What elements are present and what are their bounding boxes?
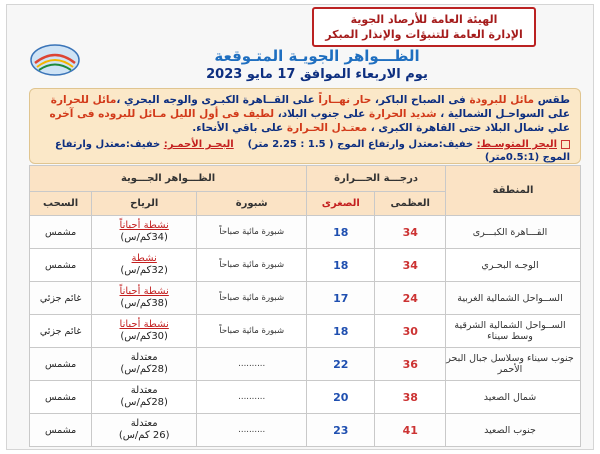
sea-text-red-sea: خفيف:معتدل وارتفاع الموج (0.5:1متر) <box>55 139 570 163</box>
fog-cell: .......... <box>197 414 307 447</box>
region-name: جنوب الصعيد <box>446 414 581 447</box>
wind-speed: (30كم/س) <box>120 331 168 342</box>
forecast-highlight: معتـدل الحـرارة <box>286 122 368 134</box>
region-name: الســواحل الشمالية الغربية <box>446 282 581 315</box>
region-name: القـــاهرة الكبـــرى <box>446 216 581 249</box>
sea-label-mediterranean: البحر المتوسـط: <box>476 139 557 150</box>
wind-cell <box>92 414 197 447</box>
wind-cell <box>92 282 197 315</box>
bulletin-page <box>6 4 594 450</box>
table-row <box>30 216 581 249</box>
table-row <box>30 414 581 447</box>
checkbox-icon <box>561 140 570 149</box>
header-min: الصغرى <box>307 192 375 216</box>
wind-desc: نشطة أحيانا <box>119 319 169 330</box>
table-row <box>30 249 581 282</box>
min-temp: 18 <box>307 249 375 282</box>
header-phenomena: الظـــواهر الجـــوية <box>30 166 307 192</box>
table-row <box>30 282 581 315</box>
wind-desc: نشطة <box>131 253 157 264</box>
wind-cell <box>92 216 197 249</box>
forecast-highlight: مائل للحرارة <box>50 94 117 106</box>
wind-desc: معتدلة <box>130 418 158 429</box>
wind-speed: (34كم/س) <box>120 232 168 243</box>
header-wind: الرياح <box>92 192 197 216</box>
wind-cell <box>92 315 197 348</box>
forecast-text: فى الصباح الباكر، <box>371 94 470 106</box>
wind-desc: نشطة أحياناً <box>119 286 169 297</box>
forecast-text: طقس <box>534 94 570 106</box>
wind-cell <box>92 381 197 414</box>
min-temp: 22 <box>307 348 375 381</box>
page-title: الظـــواهر الجويـة المتـوقعة <box>214 47 420 65</box>
fog-cell: شبورة مائية صباحاً <box>197 249 307 282</box>
header-temperature: درجـــة الحـــرارة <box>307 166 446 192</box>
wind-speed: (28كم/س) <box>120 364 168 375</box>
cloud-cell: مشمس <box>30 249 92 282</box>
table-row <box>30 315 581 348</box>
cloud-cell: مشمس <box>30 216 92 249</box>
header-clouds: السحب <box>30 192 92 216</box>
forecast-text: على القــاهرة الكبـرى والوجه البحري ، <box>116 94 319 106</box>
min-temp: 17 <box>307 282 375 315</box>
region-name: جنوب سيناء وسلاسل جبال البحر الأحمر <box>446 348 581 381</box>
min-temp: 18 <box>307 315 375 348</box>
max-temp: 34 <box>375 249 446 282</box>
min-temp: 20 <box>307 381 375 414</box>
header-humidity: شبورة <box>197 192 307 216</box>
wind-desc: معتدلة <box>130 352 158 363</box>
table-row <box>30 381 581 414</box>
region-name: الوجـه البحـري <box>446 249 581 282</box>
wind-desc: معتدلة <box>130 385 158 396</box>
forecast-table <box>29 165 581 447</box>
wind-cell <box>92 249 197 282</box>
header-max: العظمى <box>375 192 446 216</box>
cloud-cell: مشمس <box>30 414 92 447</box>
fog-cell: شبورة مائية صباحاً <box>197 315 307 348</box>
fog-cell: شبورة مائية صباحاً <box>197 216 307 249</box>
max-temp: 38 <box>375 381 446 414</box>
cloud-cell: مشمس <box>30 381 92 414</box>
min-temp: 18 <box>307 216 375 249</box>
sea-text-mediterranean: خفيف:معتدل وارتفاع الموج ( 1.5 : 2.25 متر) <box>247 139 477 150</box>
cloud-cell: غائم جزئي <box>30 315 92 348</box>
forecast-text: على جنوب البلاد، <box>274 108 370 120</box>
wind-speed: (28كم/س) <box>120 397 168 408</box>
forecast-text: على السواحـل الشمالية ، <box>436 108 570 120</box>
max-temp: 36 <box>375 348 446 381</box>
forecast-highlight: مائل للبرودة <box>469 94 535 106</box>
wind-speed: (26 كم/س) <box>118 430 170 441</box>
max-temp: 41 <box>375 414 446 447</box>
department-name: الإدارة العامة للتنبؤات والإنذار المبكر <box>325 28 523 41</box>
region-name: الســواحل الشمالية الشرقية وسط سيناء <box>446 315 581 348</box>
cloud-cell: غائم جزئي <box>30 282 92 315</box>
wind-cell <box>92 348 197 381</box>
table-row <box>30 348 581 381</box>
region-name: شمال الصعيد <box>446 381 581 414</box>
meteorology-logo-icon <box>29 43 81 77</box>
agency-header <box>312 7 536 47</box>
cloud-cell: مشمس <box>30 348 92 381</box>
sea-label-red-sea: البحـر الأحمـر: <box>163 139 234 150</box>
header-region: المنطقة <box>446 166 581 216</box>
wind-desc: نشطة أحياناً <box>119 220 169 231</box>
fog-cell: .......... <box>197 381 307 414</box>
max-temp: 24 <box>375 282 446 315</box>
wind-speed: (38كم/س) <box>120 298 168 309</box>
forecast-highlight: حار نهــاراً <box>318 94 372 106</box>
forecast-text: علي شمال البلاد حتى القاهرة الكبرى ، <box>367 122 570 134</box>
forecast-highlight: شديد الحرارة <box>369 108 437 120</box>
min-temp: 23 <box>307 414 375 447</box>
fog-cell: .......... <box>197 348 307 381</box>
fog-cell: شبورة مائية صباحاً <box>197 282 307 315</box>
agency-name: الهيئة العامة للأرصاد الجوية <box>350 13 498 26</box>
forecast-text: على باقي الأنحاء. <box>192 122 287 134</box>
forecast-highlight: لطيف فى أول الليل مـائل للبروده فى آخره <box>49 108 275 120</box>
forecast-summary <box>29 88 581 164</box>
max-temp: 34 <box>375 216 446 249</box>
max-temp: 30 <box>375 315 446 348</box>
forecast-date: يوم الاربعاء الموافق 17 مايو 2023 <box>206 67 428 82</box>
sea-state <box>38 138 570 164</box>
wind-speed: (32كم/س) <box>120 265 168 276</box>
